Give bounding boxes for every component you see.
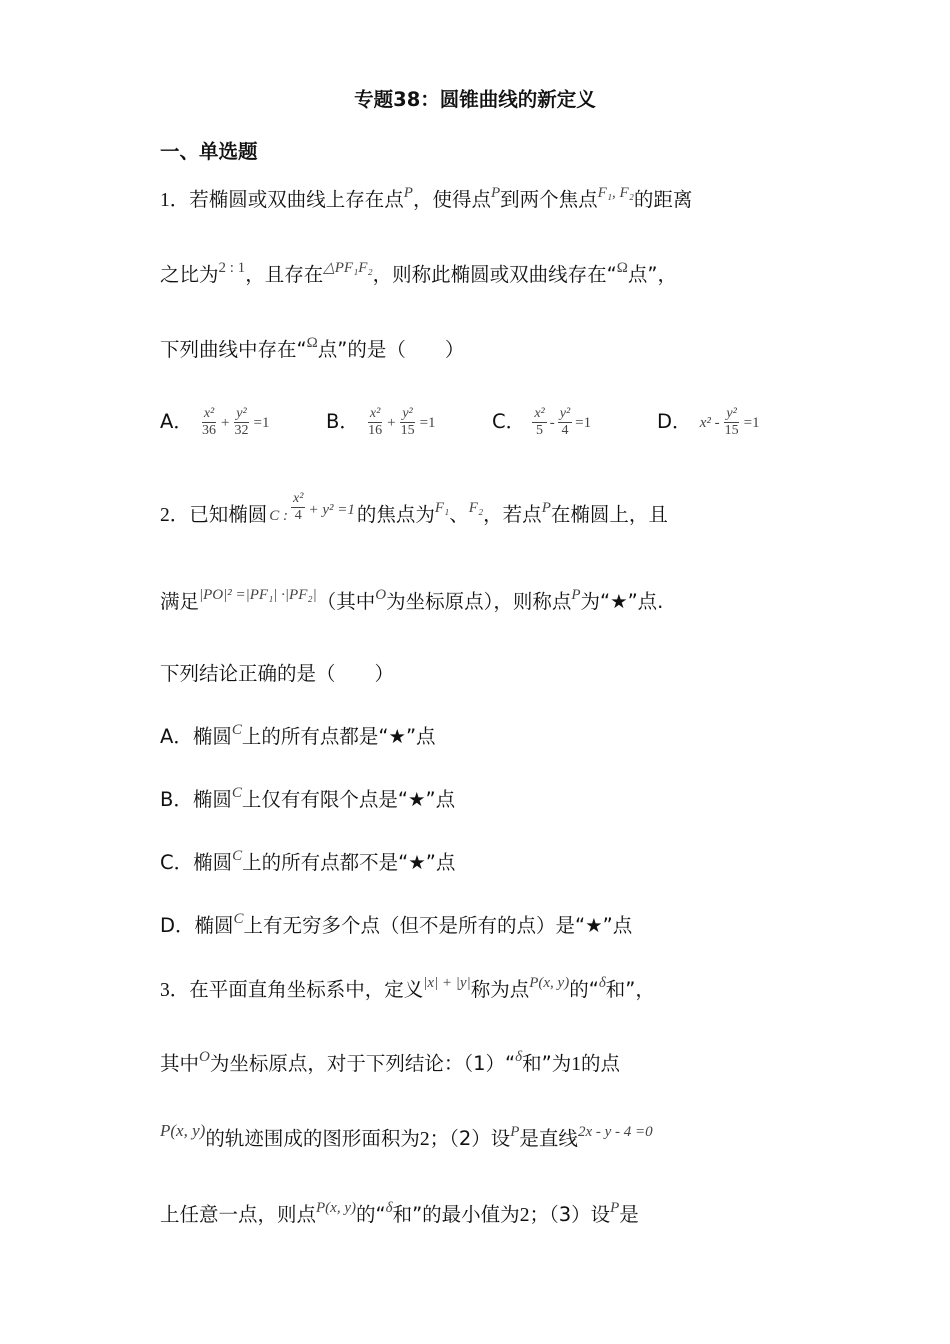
page-title: 专题38：圆锥曲线的新定义	[354, 88, 596, 111]
q3-number: 3．	[160, 980, 190, 1001]
q2-option-d[interactable]: D．椭圆$^C$上有无穷多个点（但不是所有的点）是“★”点	[160, 911, 633, 937]
q2-number: 2．	[160, 505, 190, 526]
q1-options	[160, 392, 800, 442]
section-heading: 一、单选题	[160, 140, 258, 163]
q2-line-3: 下列结论正确的是（ ）	[160, 662, 395, 685]
q1-option-d[interactable]: D． x² - $\frac{\text{y²}}{15}$ =1	[657, 406, 760, 438]
q3-line-1: 3．在平面直角坐标系中，定义$^{|x| + |y|}$称为点$^{P(x, y)}$的“$^\delta$和”，	[160, 975, 655, 1001]
q2-line-2: 满足$^{|PO|^2 =|PF_1| \cdot|PF_2|}$（其中$^O$为坐标原点），则称点$^P$为“★”点.	[160, 587, 664, 613]
q1-line-1: 1．若椭圆或双曲线上存在点$^P$，使得点$^P$到两个焦点$^{F_1, F_2}$的距离	[160, 185, 693, 211]
q3-line-4: 上任意一点，则点$^{P(x, y)}$的“$^\delta$和”的最小值为2；（3）设$^P$是	[160, 1200, 639, 1226]
q1-line-3: 下列曲线中存在“$^\Omega$点”的是（ ）	[160, 335, 465, 361]
q1-option-c[interactable]: C． $\frac{\text{x²}}{5}$ - $\frac{\text{y²}}{4}$ =1	[492, 406, 592, 438]
q3-line-2: 其中$^O$为坐标原点，对于下列结论：（1）“$^\delta$和”为1的点	[160, 1049, 620, 1075]
q1-option-a[interactable]: A． $\frac{\text{x²}}{36}$ + $\frac{\text{y²}}{32}$ =1	[160, 406, 270, 438]
q1-number: 1．	[160, 190, 190, 211]
q1-line-2: 之比为$^{2 : 1}$，且存在$^{\triangle PF_1F_2}$，则称此椭圆或双曲线存在“$^\Omega$点”，	[160, 260, 678, 286]
q3-line-3: P(x, y)的轨迹围成的图形面积为2；（2）设$^P$是直线$^{2x - y - 4 =0}$	[160, 1121, 653, 1150]
q2-option-a[interactable]: A．椭圆$^C$上的所有点都是“★”点	[160, 722, 436, 748]
q2-option-c[interactable]: C．椭圆$^C$上的所有点都不是“★”点	[160, 848, 456, 874]
q2-line-1: 2．已知椭圆 C : $\frac{\text{x²}}{4}$ $^{+ y^2 =1}$ 的焦点为$^{F_1}$、$^{F_2}$，若点$^P$在椭圆上，且	[160, 491, 668, 526]
q1-option-b[interactable]: B． $\frac{\text{x²}}{16}$ + $\frac{\text{y²}}{15}$ =1	[326, 406, 436, 438]
q2-option-b[interactable]: B．椭圆$^C$上仅有有限个点是“★”点	[160, 785, 456, 811]
